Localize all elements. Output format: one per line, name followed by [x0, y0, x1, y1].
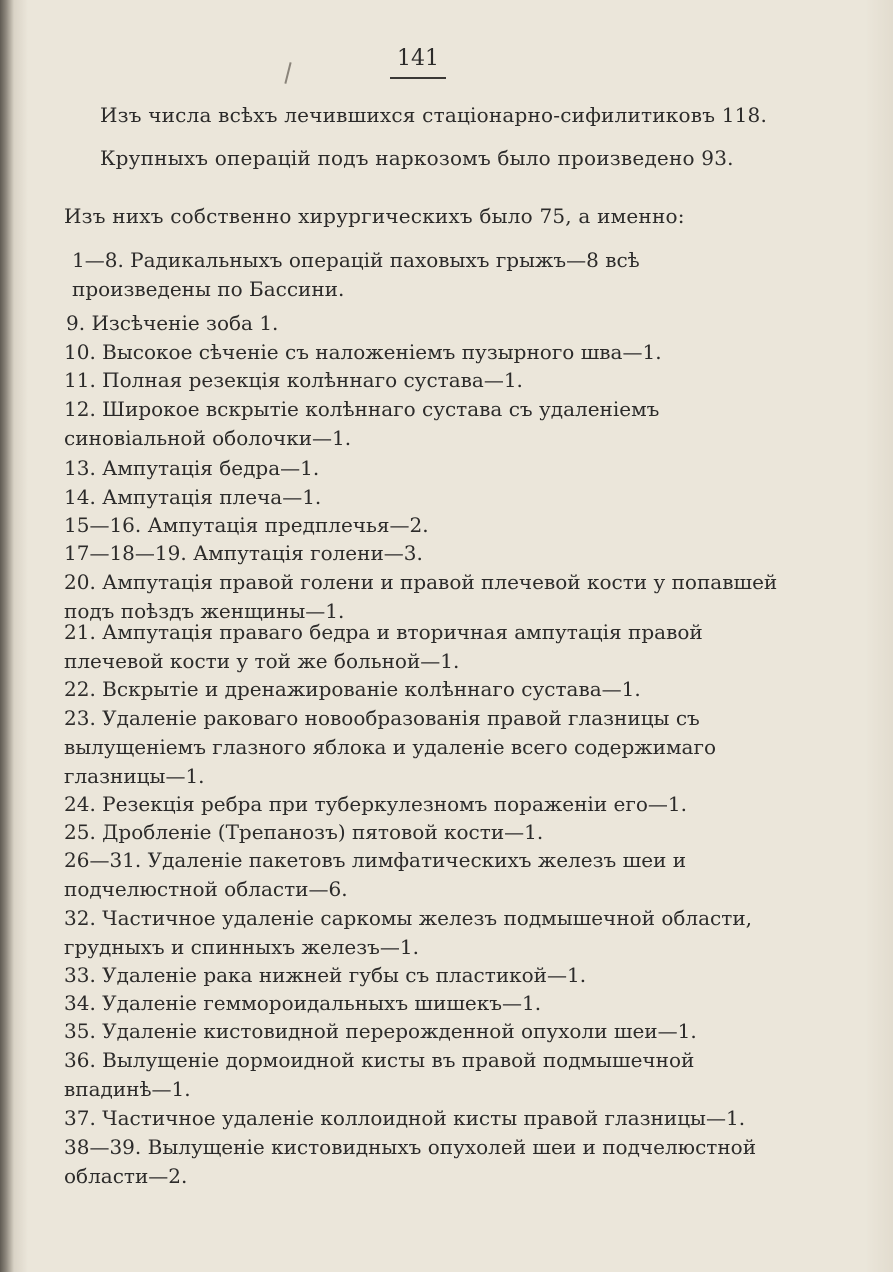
item-text: Ампутація правой голени и правой плечевой кости у попавшей подъ поѣздъ женщины—1.: [64, 570, 778, 623]
intro-line-1: Изъ числа всѣхъ лечившихся стаціонарно-сифилитиковъ 118.: [100, 103, 768, 127]
item-number: 11.: [64, 368, 103, 392]
list-item: [64, 818, 782, 847]
item-text: Высокое сѣченіе съ наложеніемъ пузырного шва—1.: [102, 340, 662, 364]
list-item: [66, 309, 784, 338]
item-text: Удаленіе кистовидной перерожденной опухоли шеи—1.: [102, 1019, 697, 1043]
list-item: [64, 338, 782, 367]
item-text: Частичное удаленіе саркомы железъ подмышечной области, грудныхъ и спинныхъ железъ—1.: [64, 906, 753, 959]
list-item: [64, 395, 782, 453]
item-text: Вылущеніе дормоидной кисты въ правой подмышечной впадинѣ—1.: [64, 1048, 695, 1101]
list-item: [64, 790, 782, 819]
item-text: Дробленіе (Трепанозъ) пятовой кости—1.: [102, 820, 544, 844]
list-item: [64, 539, 782, 568]
item-text: Широкое вскрытіе колѣннаго сустава съ удаленіемъ синовіальной оболочки—1.: [64, 397, 660, 450]
item-text: Ампутація плеча—1.: [102, 485, 322, 509]
list-item: [72, 246, 782, 304]
item-text: Полная резекція колѣннаго сустава—1.: [102, 368, 523, 392]
item-number: 20.: [64, 570, 103, 594]
item-number: 37.: [64, 1106, 103, 1130]
item-text: Ампутація предплечья—2.: [147, 513, 429, 537]
list-item: [64, 904, 782, 962]
list-item: [64, 1104, 782, 1133]
item-number: 24.: [64, 792, 103, 816]
item-number: 17—18—19.: [64, 541, 194, 565]
item-number: 34.: [64, 991, 103, 1015]
list-item: [64, 1017, 782, 1046]
item-number: 33.: [64, 963, 103, 987]
item-number: 10.: [64, 340, 103, 364]
list-item: [64, 483, 782, 512]
item-text: Частичное удаленіе коллоидной кисты правой глазницы—1.: [102, 1106, 746, 1130]
item-number: 38—39.: [64, 1135, 148, 1159]
item-text: Ампутація бедра—1.: [102, 456, 320, 480]
item-text: Удаленіе рака нижней губы съ пластикой—1.: [102, 963, 587, 987]
item-number: 1—8.: [72, 248, 131, 272]
list-item: [64, 1133, 782, 1191]
list-item: [64, 454, 782, 483]
item-text: Изсѣченіе зоба 1.: [91, 311, 279, 335]
item-number: 21.: [64, 620, 103, 644]
item-number: 35.: [64, 1019, 103, 1043]
item-number: 9.: [66, 311, 92, 335]
item-number: 12.: [64, 397, 103, 421]
item-number: 22.: [64, 677, 103, 701]
list-item: [64, 366, 782, 395]
list-item: [64, 618, 782, 676]
list-item: [64, 846, 782, 904]
item-number: 15—16.: [64, 513, 148, 537]
intro-line-2: Крупныхъ операцій подъ наркозомъ было произведено 93.: [100, 146, 734, 170]
list-item: [64, 704, 782, 791]
page-number: 141: [397, 46, 439, 71]
item-number: 23.: [64, 706, 103, 730]
item-number: 14.: [64, 485, 103, 509]
item-text: Радикальныхъ операцій паховыхъ грыжъ—8 всѣ произведены по Бассини.: [72, 248, 640, 301]
item-text: Вскрытіе и дренажированіе колѣннаго сустава—1.: [102, 677, 641, 701]
item-text: Ампутація голени—3.: [193, 541, 423, 565]
item-number: 13.: [64, 456, 103, 480]
item-number: 32.: [64, 906, 103, 930]
item-text: Удаленіе раковаго новообразованія правой глазницы съ вылущеніемъ глазного яблока и удаленіе всего содержимаго глазницы—1.: [64, 706, 716, 788]
list-item: [64, 675, 782, 704]
item-number: 26—31.: [64, 848, 148, 872]
item-text: Удаленіе геммороидальныхъ шишекъ—1.: [102, 991, 542, 1015]
item-text: Удаленіе пакетовъ лимфатическихъ железъ шеи и подчелюстной области—6.: [64, 848, 687, 901]
item-number: 25.: [64, 820, 103, 844]
stray-mark: [284, 62, 291, 84]
item-text: Ампутація праваго бедра и вторичная ампутація правой плечевой кости у той же больной—1.: [64, 620, 703, 673]
item-text: Вылущеніе кистовидныхъ опухолей шеи и подчелюстной области—2.: [64, 1135, 757, 1188]
list-item: [64, 989, 782, 1018]
item-number: 36.: [64, 1048, 103, 1072]
list-item: [64, 961, 782, 990]
intro-line-3: Изъ нихъ собственно хирургическихъ было 75, а именно:: [64, 204, 685, 228]
list-item: [64, 511, 782, 540]
page-number-rule: [390, 77, 446, 79]
item-text: Резекція ребра при туберкулезномъ пораженіи его—1.: [102, 792, 687, 816]
list-item: [64, 1046, 782, 1104]
